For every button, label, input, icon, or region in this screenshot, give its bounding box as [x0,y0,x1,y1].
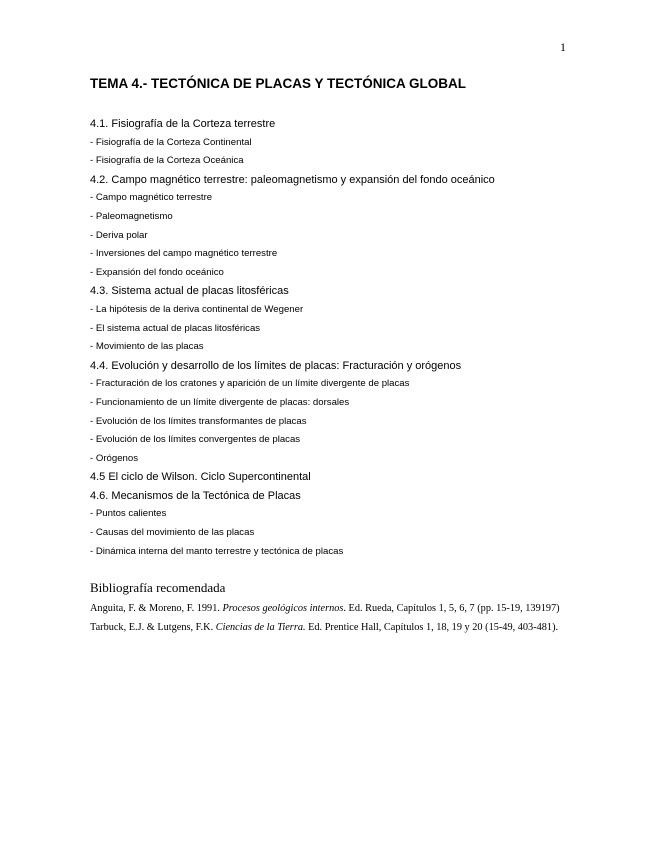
toc-subsection: - Inversiones del campo magnético terrestre [90,248,278,260]
toc-section: 4.1. Fisiografía de la Corteza terrestre [90,118,276,130]
bibliography-heading: Bibliografía recomendada [90,580,226,595]
toc-subsection: - Expansión del fondo oceánico [90,266,224,278]
reference-details: . Ed. Rueda, Capítulos 1, 5, 6, 7 (pp. 15-19, 139197) [343,603,560,614]
toc-subsection: - Evolución de los límites convergentes de placas [90,434,301,446]
toc-subsection: - Fracturación de los cratones y aparición de un límite divergente de placas [90,378,410,390]
reference-book-title: Ciencias de la Tierra. [215,622,306,633]
toc-subsection: - Fisiografía de la Corteza Oceánica [90,155,244,167]
toc-section: 4.6. Mecanismos de la Tectónica de Placas [90,489,301,502]
reference-authors: Anguita, F. & Moreno, F. 1991. [90,603,223,614]
reference-book-title: Procesos geológicos internos [222,603,344,614]
bibliography-reference [90,622,558,633]
toc-subsection: - Dinámica interna del manto terrestre y tectónica de placas [90,545,344,557]
toc-subsection: - Paleomagnetismo [90,210,173,222]
toc-section: 4.2. Campo magnético terrestre: paleomagnetismo y expansión del fondo oceánico [90,173,495,186]
reference-details: Ed. Prentice Hall, Capítulos 1, 18, 19 y 20 (15-49, 403-481). [305,622,559,633]
toc-subsection: - Evolución de los límites transformantes de placas [90,415,307,427]
toc-subsection: - Puntos calientes [90,508,167,520]
bibliography-reference [90,603,560,614]
page-number: 1 [560,40,566,54]
toc-subsection: - La hipótesis de la deriva continental de Wegener [90,303,304,315]
toc-section: 4.3. Sistema actual de placas litosféricas [90,285,289,298]
document-title: TEMA 4.- TECTÓNICA DE PLACAS Y TECTÓNICA GLOBAL [90,76,467,91]
toc-subsection: - Causas del movimiento de las placas [90,527,255,539]
table-of-contents [90,115,495,561]
toc-subsection: - Campo magnético terrestre [90,192,213,204]
toc-subsection: - El sistema actual de placas litosféricas [90,322,261,334]
toc-subsection: - Deriva polar [90,229,148,241]
toc-subsection: - Fisiografía de la Corteza Continental [90,136,252,148]
toc-subsection: - Orógenos [90,452,138,464]
toc-subsection: - Movimiento de las placas [90,341,204,353]
toc-subsection: - Funcionamiento de un límite divergente de placas: dorsales [90,396,350,408]
toc-section: 4.5 El ciclo de Wilson. Ciclo Supercontinental [90,471,311,484]
toc-section: 4.4. Evolución y desarrollo de los límites de placas: Fracturación y orógenos [90,359,462,372]
reference-authors: Tarbuck, E.J. & Lutgens, F.K. [90,622,216,633]
